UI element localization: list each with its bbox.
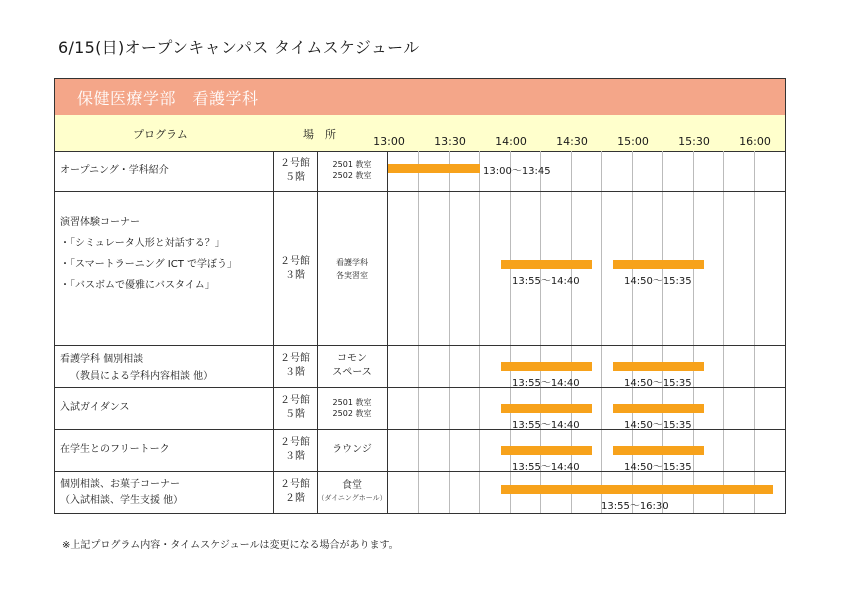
program-name: 在学生とのフリートーク	[60, 444, 170, 455]
schedule-time-label: 13:55～14:40	[512, 420, 580, 431]
schedule-time-label: 14:50～15:35	[624, 462, 692, 473]
place-column-header: 場 所	[303, 128, 336, 141]
room-label: 2501 教室 2502 教室	[332, 398, 372, 418]
schedule-bar	[501, 485, 773, 494]
page-title: 6/15(日)オープンキャンパス タイムスケジュール	[58, 38, 420, 57]
schedule-bar	[388, 164, 480, 173]
program-name: オープニング・学科紹介	[60, 165, 169, 176]
grid-line	[754, 151, 755, 513]
schedule-bar	[501, 260, 592, 269]
time-tick: 13:00	[373, 135, 405, 148]
schedule-bar	[613, 260, 704, 269]
department-title: 保健医療学部 看護学科	[77, 89, 259, 108]
schedule-time-label: 13:55～16:30	[601, 501, 669, 512]
row-divider	[55, 345, 785, 346]
building-label: ２号館 ３階	[280, 256, 310, 281]
time-tick: 14:00	[495, 135, 527, 148]
building-label: ２号館 ２階	[280, 479, 310, 504]
grid-line	[479, 151, 480, 513]
schedule-bar	[501, 404, 592, 413]
building-label: ２号館 ３階	[280, 353, 310, 378]
time-tick: 14:30	[556, 135, 588, 148]
program-name: 看護学科 個別相談 （教員による学科内容相談 他）	[60, 354, 214, 382]
room-label: 2501 教室 2502 教室	[332, 160, 372, 180]
grid-line	[510, 151, 511, 513]
schedule-bar	[501, 362, 592, 371]
room-label: コモン スペース	[332, 353, 372, 378]
schedule-time-label: 13:55～14:40	[512, 378, 580, 389]
schedule-time-label: 13:55～14:40	[512, 462, 580, 473]
schedule-time-label: 14:50～15:35	[624, 276, 692, 287]
building-label: ２号館 ３階	[280, 437, 310, 462]
schedule-time-label: 14:50～15:35	[624, 378, 692, 389]
column-divider	[387, 151, 388, 513]
room-label: 食堂 （ダイニングホール）	[317, 480, 387, 502]
schedule-bar	[613, 446, 704, 455]
program-name: 演習体験コーナー ・「シミュレータ人形と対話する？」 ・「スマートラーニング ICT で学ぼう」 ・「バスボムで優雅にバスタイム」	[60, 217, 237, 291]
footnote: ※上記プログラム内容・タイムスケジュールは変更になる場合があります。	[62, 540, 399, 551]
time-tick: 15:00	[617, 135, 649, 148]
program-column-header: プログラム	[133, 128, 188, 141]
grid-line	[418, 151, 419, 513]
program-name: 個別相談、お菓子コーナー （入試相談、学生支援 他）	[60, 479, 184, 506]
schedule-time-label: 14:50～15:35	[624, 420, 692, 431]
row-divider	[55, 191, 785, 192]
department-header	[55, 79, 785, 116]
schedule-time-label: 13:55～14:40	[512, 276, 580, 287]
time-tick: 13:30	[434, 135, 466, 148]
time-tick: 16:00	[739, 135, 771, 148]
column-divider	[317, 151, 318, 513]
schedule-bar	[613, 404, 704, 413]
grid-line	[601, 151, 602, 513]
schedule-bar	[613, 362, 704, 371]
grid-line	[693, 151, 694, 513]
building-label: ２号館 ５階	[280, 395, 310, 420]
room-label: ラウンジ	[332, 444, 372, 455]
program-name: 入試ガイダンス	[60, 402, 130, 413]
schedule-bar	[501, 446, 592, 455]
room-label: 看護学科 各実習室	[336, 258, 368, 280]
time-tick: 15:30	[678, 135, 710, 148]
schedule-time-label: 13:00～13:45	[483, 166, 551, 177]
schedule-table	[54, 78, 786, 514]
column-header-row	[55, 115, 785, 152]
grid-line	[723, 151, 724, 513]
building-label: ２号館 ５階	[280, 158, 310, 183]
grid-line	[449, 151, 450, 513]
